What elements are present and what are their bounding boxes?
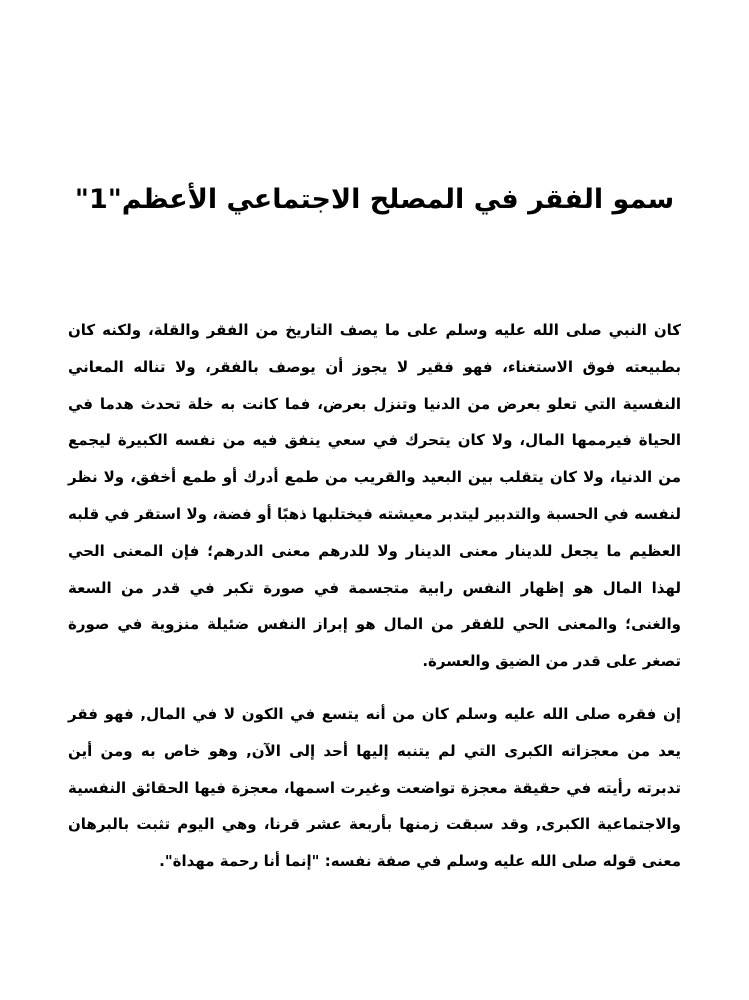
body-paragraph-1: كان النبي صلى الله عليه وسلم على ما يصف التاريخ من الفقر والقلة، ولكنه كان بطبيعته فوق الاستغناء، فهو فقير لا يجوز أن يوصف بالفقر، ولا تناله المعاني النفسية التي تعلو بعرض من الدنيا وتنزل بعرض، فما كانت به خلة تحدث هدما في الحياة فيرممها المال، ولا كان يتحرك في سعي ينفق فيه من نفسه الكبيرة ليجمع من الدنيا، ولا كان يتقلب بين البعيد والقريب من طمع أدرك أو طمع أخفق، ولا نظر لنفسه في الحسبة والتدبير ليتدبر معيشته فيختلبها ذهبًا أو فضة، ولا استقر في قلبه العظيم ما يجعل للدينار معنى الدينار ولا للدرهم معنى الدرهم؛ فإن المعنى الحي لهذا المال هو إظهار النفس رابية متجسمة في صورة تكبر في قدر من السعة والغنى؛ والمعنى الحي للفقر من المال هو إبراز النفس ضئيلة منزوية في صورة تصغر على قدر من الضيق والعسرة.	[68, 321, 681, 671]
document-body	[68, 312, 681, 880]
body-paragraph-2: إن فقره صلى الله عليه وسلم كان من أنه يتسع في الكون لا في المال, فهو فقر يعد من معجزاته الكبرى التي لم يتنبه إليها أحد إلى الآن, وهو خاص به ومن أين تدبرته رأيته في حقيقة معجزة تواضعت وغيرت اسمها، معجزة فيها الحقائق النفسية والاجتماعية الكبرى, وقد سبقت زمنها بأربعة عشر قرنا، وهي اليوم تثبت بالبرهان معنى قوله صلى الله عليه وسلم في صفة نفسه: "إنما أنا رحمة مهداة".	[68, 704, 681, 871]
document-title: سمو الفقر في المصلح الاجتماعي الأعظم"1"	[74, 184, 675, 216]
